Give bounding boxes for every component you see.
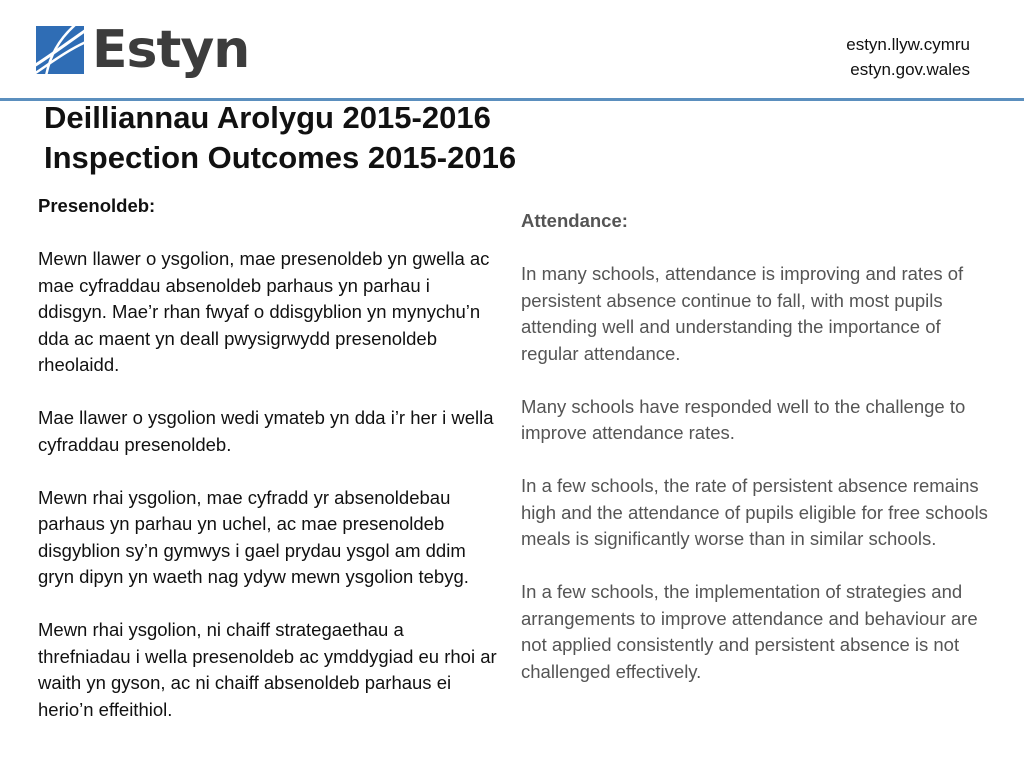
welsh-column [38,193,500,750]
header-urls [800,32,970,82]
english-heading: Attendance: [521,210,628,231]
welsh-paragraph: Mewn llawer o ysgolion, mae presenoldeb yn gwella ac mae cyfraddau absenoldeb parhaus yn parhau i ddisgyn. Mae’r rhan fwyaf o ddisgyblion yn mynychu’n dda ac maent yn deall pwysigrwydd presenoldeb rheolaidd. [38,248,490,375]
page-title [44,98,516,178]
title-english: Inspection Outcomes 2015-2016 [44,140,517,175]
estyn-logo-mark-icon [36,26,84,74]
english-paragraph: In many schools, attendance is improving and rates of persistent absence continue to fall, with most pupils attending well and understanding the importance of regular attendance. [521,263,964,364]
url-welsh[interactable]: estyn.llyw.cymru [846,35,970,54]
welsh-heading: Presenoldeb: [38,195,156,216]
estyn-logo [36,20,250,80]
welsh-paragraph: Mae llawer o ysgolion wedi ymateb yn dda i’r her i wella cyfraddau presenoldeb. [38,407,494,455]
title-welsh: Deilliannau Arolygu 2015-2016 [44,100,491,135]
english-paragraph: In a few schools, the rate of persistent absence remains high and the attendance of pupils eligible for free schools meals is significantly worse than in similar schools. [521,475,988,549]
welsh-paragraph: Mewn rhai ysgolion, mae cyfradd yr absenoldebau parhaus yn parhau yn uchel, ac mae presenoldeb disgyblion sy’n gymwys i gael prydau ysgol am ddim gryn dipyn yn waeth nag ydyw mewn ysgolion tebyg. [38,486,469,587]
english-paragraph: In a few schools, the implementation of strategies and arrangements to improve attendance and behaviour are not applied consistently and persistent absence is not challenged effectively. [521,581,978,682]
logo-wordmark: Estyn [92,20,250,80]
welsh-paragraph: Mewn rhai ysgolion, ni chaiff strategaethau a threfniadau i wella presenoldeb ac ymddygiad eu rhoi ar waith yn gyson, ac ni chaiff absenoldeb parhaus ei herio’n effeithiol. [38,619,497,720]
english-paragraph: Many schools have responded well to the challenge to improve attendance rates. [521,395,966,443]
english-column [521,208,991,712]
url-english[interactable]: estyn.gov.wales [850,60,970,79]
